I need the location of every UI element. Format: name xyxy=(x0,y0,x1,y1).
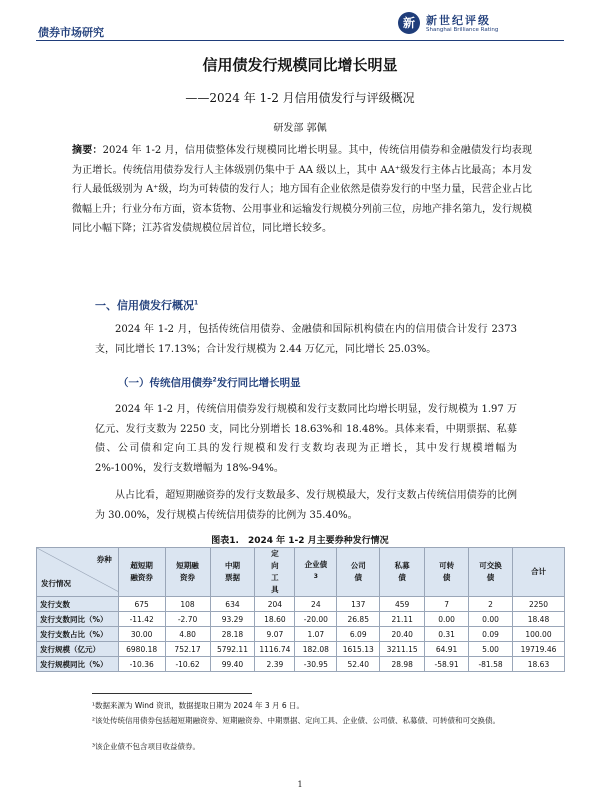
table-cell: -20.00 xyxy=(295,612,337,627)
row-header: 发行支数同比（%） xyxy=(37,612,119,627)
col-header: 公司债 xyxy=(337,548,380,597)
table-row xyxy=(37,627,565,642)
corner-bottom-label: 发行情况 xyxy=(41,579,71,588)
table-cell: 0.00 xyxy=(425,612,469,627)
doc-title: 信用债发行规模同比增长明显 xyxy=(202,56,398,74)
table-cell: 52.40 xyxy=(337,657,380,672)
issuance-table xyxy=(36,547,565,672)
table-cell: 2250 xyxy=(512,597,564,612)
footnote-1: ¹数据来源为 Wind 资讯，数据提取日期为 2024 年 3 月 6 日。 xyxy=(92,701,305,710)
section1-1-paragraph-1: 2024 年 1-2 月，传统信用债券发行规模和发行支数同比均增长明显，发行规模为 1.97 万亿元、发行支数为 2250 支，同比分别增长 18.63%和 18.48%。具体来看，中期票据、私募债、公司债和定向工具的发行规模和发行支数均表现为正增长，其中发行规模增幅为 2%-100%，发行支数增幅为 18%-94%。 xyxy=(95,404,517,474)
table-cell: -2.70 xyxy=(165,612,210,627)
header-section-label: 债券市场研究 xyxy=(38,26,104,39)
table-cell: 18.60 xyxy=(255,612,295,627)
table-cell: 30.00 xyxy=(118,627,165,642)
table-cell: 4.80 xyxy=(165,627,210,642)
section-heading-1: 一、信用债发行概况$^1$ xyxy=(95,299,199,312)
page-number: 1 xyxy=(297,780,303,789)
logo-icon: 新 xyxy=(398,12,420,34)
table-cell: 28.18 xyxy=(210,627,255,642)
doc-subtitle: ——2024 年 1-2 月信用债发行与评级概况 xyxy=(185,91,415,105)
table-row xyxy=(37,612,565,627)
table-row xyxy=(37,642,565,657)
table-cell: 752.17 xyxy=(165,642,210,657)
footnote-3: ³该企业债不包含项目收益债券。 xyxy=(92,742,201,751)
table-cell: 9.07 xyxy=(255,627,295,642)
col-header: 合计 xyxy=(512,548,564,597)
table-cell: 1.07 xyxy=(295,627,337,642)
row-header: 发行规模同比（%） xyxy=(37,657,119,672)
table-cell: 26.85 xyxy=(337,612,380,627)
table-header-row xyxy=(37,548,565,597)
section1-1-paragraph-2: 从占比看，超短期融资券的发行支数最多、发行规模最大，发行支数占传统信用债券的比例为 30.00%，发行规模占传统信用债券的比例为 35.40%。 xyxy=(95,490,517,521)
footnote-ref-2: 2 xyxy=(212,376,217,384)
col-header: 私募债 xyxy=(380,548,425,597)
col-header: 短期融资券 xyxy=(165,548,210,597)
corner-top-label: 券种 xyxy=(96,555,112,564)
col-header: 定向工具 xyxy=(255,548,295,597)
header-divider xyxy=(36,40,564,41)
table-cell: 459 xyxy=(380,597,425,612)
table-cell: 5792.11 xyxy=(210,642,255,657)
abstract xyxy=(72,141,532,239)
table-cell: 204 xyxy=(255,597,295,612)
abstract-label: 摘要： xyxy=(72,145,103,156)
table-row xyxy=(37,657,565,672)
table-cell: -81.58 xyxy=(469,657,513,672)
table-cell: 64.91 xyxy=(425,642,469,657)
table-cell: -11.42 xyxy=(118,612,165,627)
col-header: 企业债$^3$ xyxy=(295,548,337,597)
col-header: 可转债 xyxy=(425,548,469,597)
table-cell: -58.91 xyxy=(425,657,469,672)
table-cell: 3211.15 xyxy=(380,642,425,657)
row-header: 发行支数 xyxy=(37,597,119,612)
section-heading-1-1: （一）传统信用债券$^2$发行同比增长明显 xyxy=(118,376,301,389)
table-cell: 634 xyxy=(210,597,255,612)
table-cell: 20.40 xyxy=(380,627,425,642)
section1-paragraph: 2024 年 1-2 月，包括传统信用债券、金融债和国际机构债在内的信用债合计发行 2373 支，同比增长 17.13%；合计发行规模为 2.44 万亿元，同比增长 25.03%。 xyxy=(95,324,517,355)
doc-author: 研发部 郭佩 xyxy=(273,123,327,134)
table-cell: 0.00 xyxy=(469,612,513,627)
table-cell: 19719.46 xyxy=(512,642,564,657)
table-caption: 图表1. 2024 年 1-2 月主要券种发行情况 xyxy=(211,536,389,546)
abstract-text: 2024 年 1-2 月，信用债整体发行规模同比增长明显。其中，传统信用债券和金融债发行均表现为正增长。传统信用债券发行人主体级别仍集中于 AA 级以上，其中 AA⁺级发行主体占比最高；本月发行人最低级别为 A⁺级，均为可转债的发行人；地方国有企业依然是债券发行的中坚力量，民营企业占比微幅上升；行业分布方面，资本货物、公用事业和运输发行规模分列前三位，房地产排名第九，发行规模同比小幅下降；江苏省发债规模位居首位，同比增长较多。 xyxy=(72,145,532,234)
table-cell: 0.31 xyxy=(425,627,469,642)
table-cell: 99.40 xyxy=(210,657,255,672)
table-cell: -30.95 xyxy=(295,657,337,672)
table-cell: 0.09 xyxy=(469,627,513,642)
table-cell: 2.39 xyxy=(255,657,295,672)
footnote-2: ²该处传统信用债券包括超短期融资券、短期融资券、中期票据、定向工具、企业债、公司债、私募债、可转债和可交换债。 xyxy=(92,716,501,725)
table-cell: 137 xyxy=(337,597,380,612)
table-cell: 182.08 xyxy=(295,642,337,657)
logo-english-name: Shanghai Brilliance Rating xyxy=(426,27,499,33)
table-cell: 6.09 xyxy=(337,627,380,642)
table-cell: -10.36 xyxy=(118,657,165,672)
row-header: 发行规模（亿元） xyxy=(37,642,119,657)
table-cell: -10.62 xyxy=(165,657,210,672)
logo-chinese-name: 新世纪评级 xyxy=(426,14,491,27)
table-cell: 18.63 xyxy=(512,657,564,672)
table-cell: 1615.13 xyxy=(337,642,380,657)
table-cell: 18.48 xyxy=(512,612,564,627)
table-cell: 24 xyxy=(295,597,337,612)
table-cell: 100.00 xyxy=(512,627,564,642)
table-cell: 6980.18 xyxy=(118,642,165,657)
table-cell: 21.11 xyxy=(380,612,425,627)
table-cell: 675 xyxy=(118,597,165,612)
table-cell: 93.29 xyxy=(210,612,255,627)
table-cell: 28.98 xyxy=(380,657,425,672)
table-cell: 108 xyxy=(165,597,210,612)
brand-logo xyxy=(398,12,566,38)
footnote-divider xyxy=(92,693,252,694)
footnote-ref-1: 1 xyxy=(194,299,199,307)
col-header: 可交换债 xyxy=(469,548,513,597)
table-cell: 5.00 xyxy=(469,642,513,657)
table-cell: 1116.74 xyxy=(255,642,295,657)
table-cell: 7 xyxy=(425,597,469,612)
col-header: 中期票据 xyxy=(210,548,255,597)
col-header: 超短期融资券 xyxy=(118,548,165,597)
table-cell: 2 xyxy=(469,597,513,612)
footnote-ref-3: 3 xyxy=(313,572,318,580)
table-row xyxy=(37,597,565,612)
table-corner-cell xyxy=(37,548,119,597)
row-header: 发行支数占比（%） xyxy=(37,627,119,642)
